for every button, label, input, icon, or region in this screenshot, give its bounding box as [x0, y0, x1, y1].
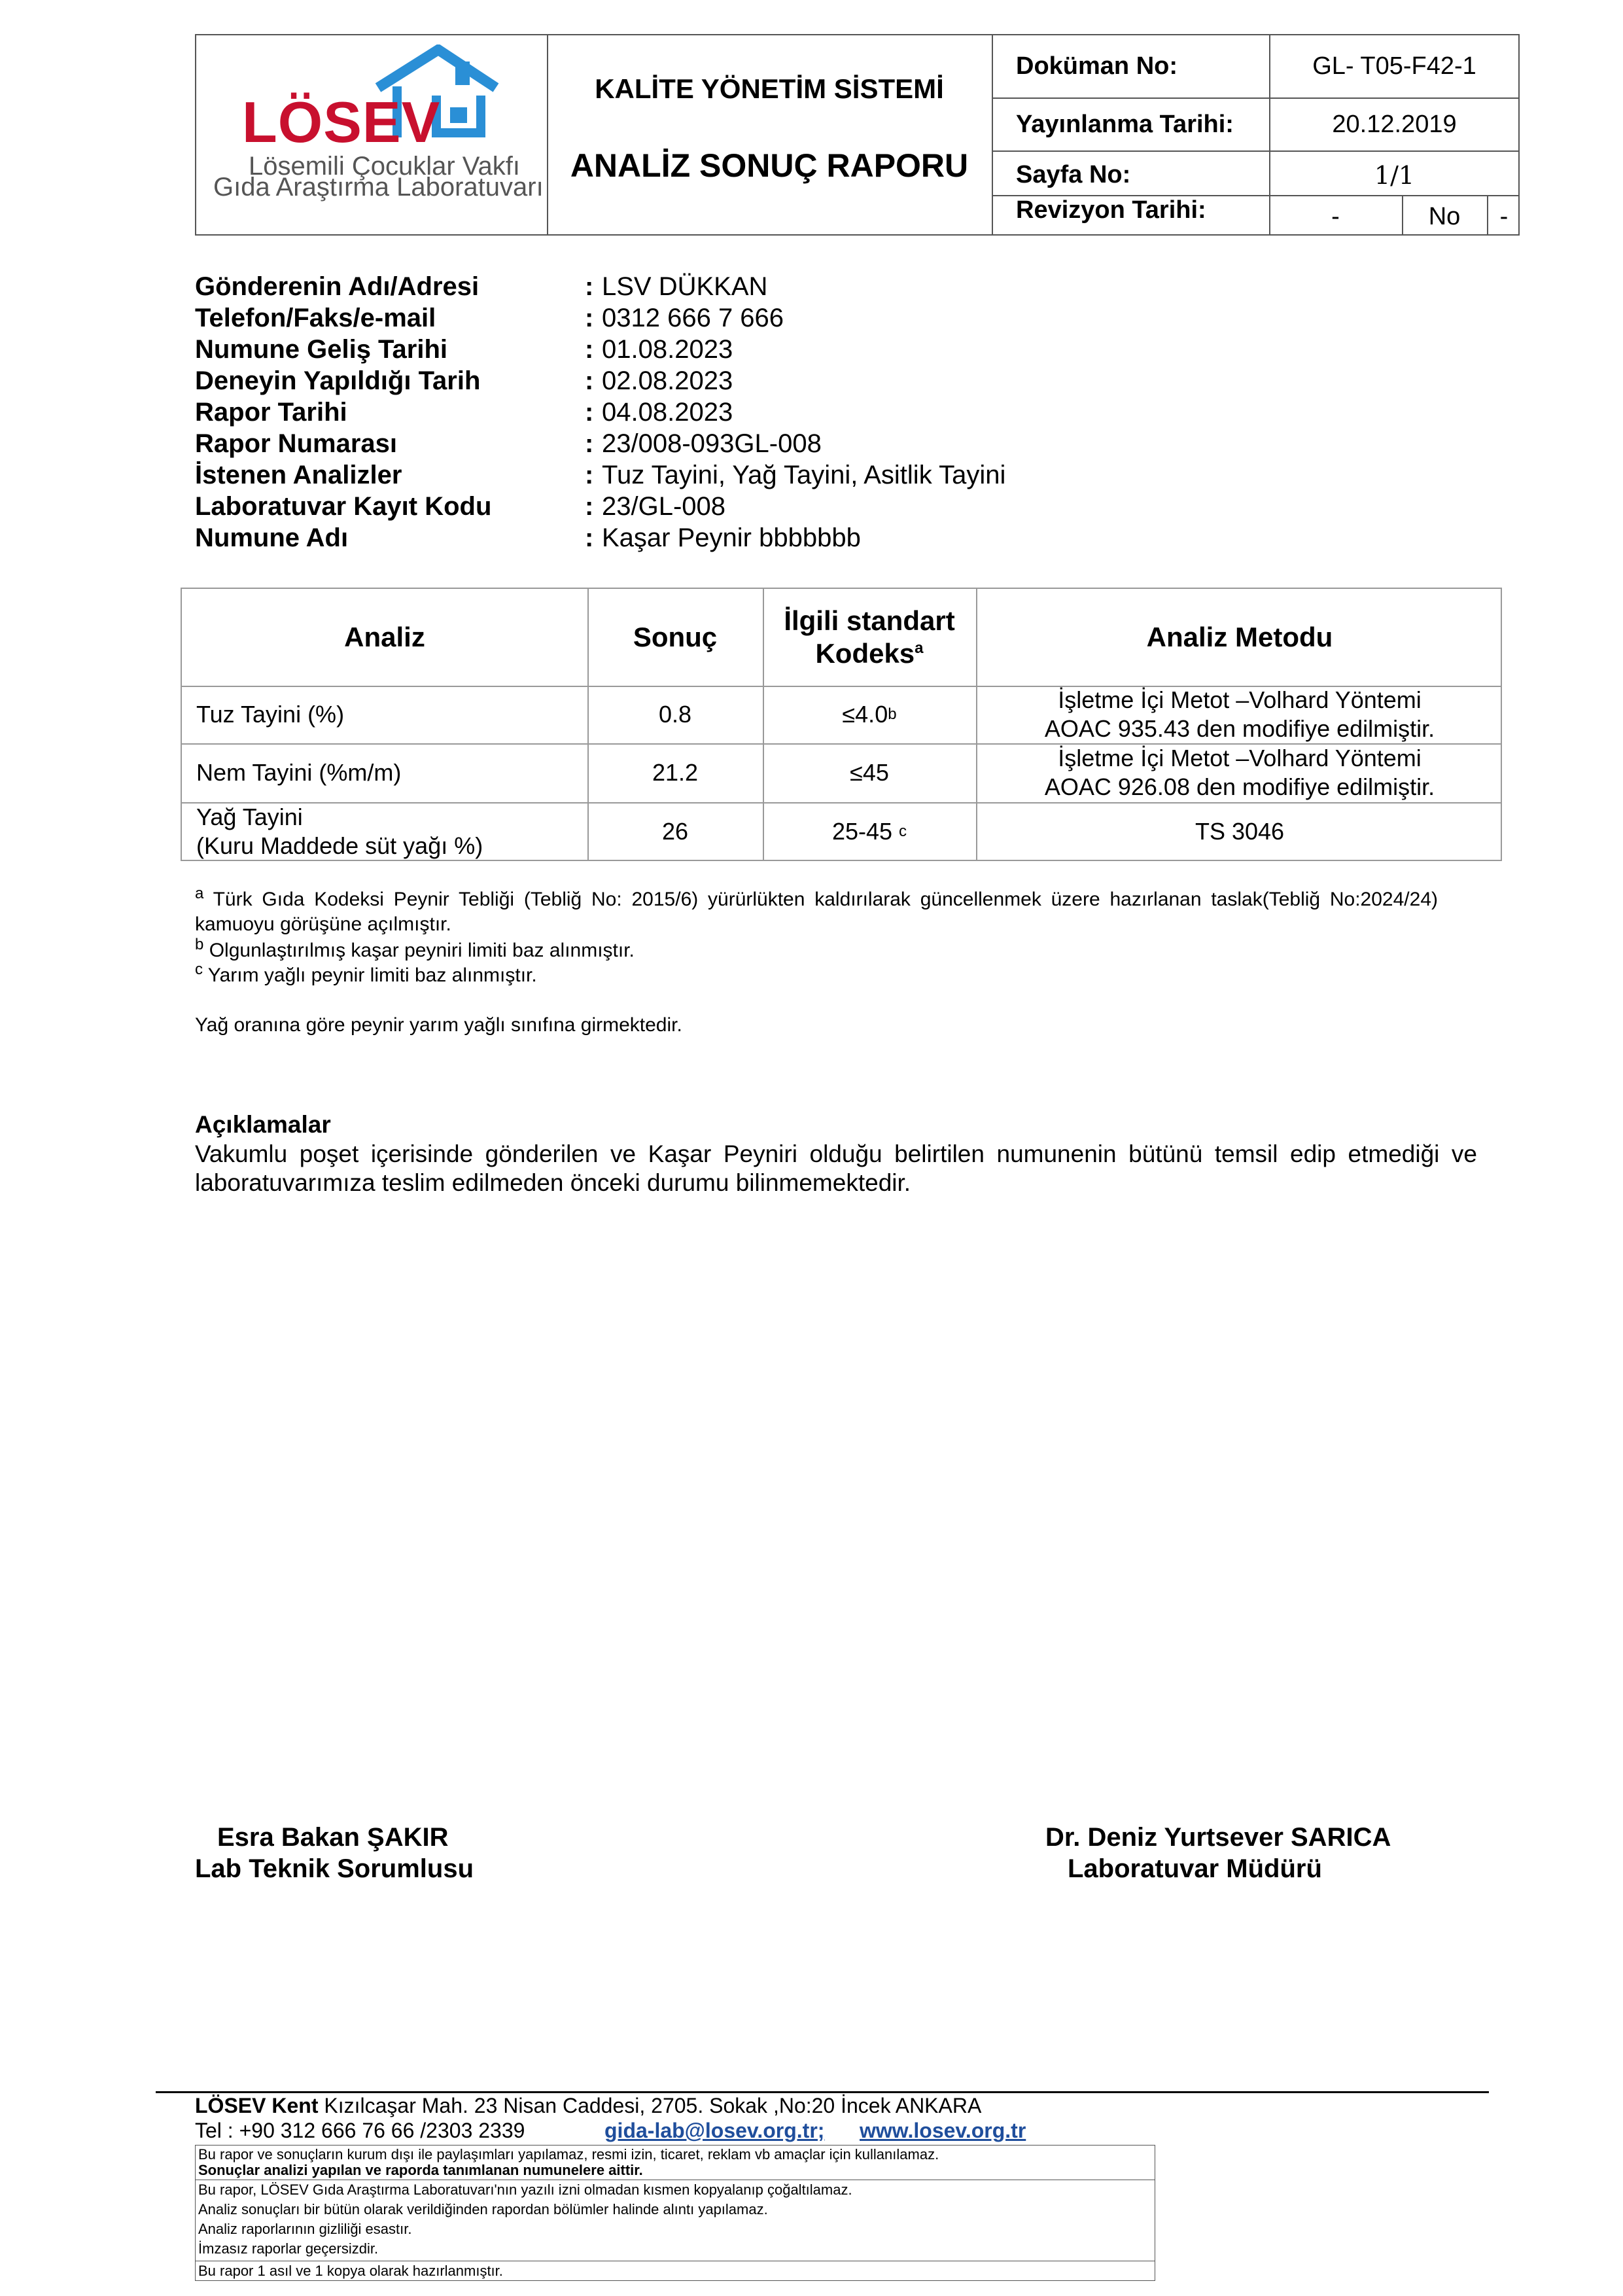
col-header-metod: Analiz Metodu [1146, 622, 1333, 652]
info-value: 23/008-093GL-008 [602, 429, 822, 458]
signer-right-title: Laboratuvar Müdürü [1068, 1854, 1322, 1883]
col-header-standart [763, 589, 976, 686]
table-cell-standart: ≤45 [850, 759, 889, 786]
revision-date-label: Revizyon Tarihi: [1016, 196, 1206, 224]
footer-address: LÖSEV Kent Kızılcaşar Mah. 23 Nisan Caddesi, 2705. Sokak ,No:20 İncek ANKARA [195, 2094, 982, 2117]
info-key: Laboratuvar Kayıt Kodu [195, 492, 492, 521]
revision-date-value: - [1331, 203, 1340, 230]
table-cell-sonuc: 0.8 [658, 701, 692, 728]
disclaimer-line: Bu rapor 1 asıl ve 1 kopya olarak hazırlanmıştır. [198, 2263, 503, 2279]
explanations-title: Açıklamalar [195, 1111, 331, 1138]
info-key: Numune Adı [195, 523, 349, 552]
info-value: 01.08.2023 [602, 335, 733, 364]
col-header-analiz: Analiz [344, 622, 425, 652]
metod-line-2: AOAC 926.08 den modifiye edilmiştir. [1044, 773, 1435, 800]
footer-web-link[interactable]: www.losev.org.tr [860, 2119, 1026, 2142]
signer-left-title: Lab Teknik Sorumlusu [195, 1854, 474, 1883]
logo-line-1: Lösemili Çocuklar Vakfı [249, 152, 520, 181]
info-key: Telefon/Faks/e-mail [195, 304, 436, 332]
info-value: 0312 666 7 666 [602, 304, 784, 332]
footnote-b: $^b$ Olgunlaştırılmış kaşar peyniri limiti baz alınmıştır. [195, 936, 635, 961]
logo-brand: LÖSEV [242, 90, 441, 154]
table-cell-standart: 25-45 c [831, 818, 907, 845]
logo-line-2: Gıda Araştırma Laboratuvarı [213, 173, 544, 202]
footnote-c: $^c$ Yarım yağlı peynir limiti baz alınmıştır. [195, 961, 537, 986]
info-key: Rapor Tarihi [195, 398, 347, 427]
footer-contact [195, 2119, 1026, 2143]
disclaimer-line: Analiz raporlarının gizliliği esastır. [198, 2221, 412, 2237]
analiz-line-2: (Kuru Maddede süt yağı %) [196, 832, 483, 859]
disclaimer-line: Analiz sonuçları bir bütün olarak verildiğinden rapordan bölümler halinde alıntı yapılamaz. [198, 2201, 768, 2217]
table-cell-analiz: Tuz Tayini (%) [196, 701, 345, 728]
table-cell-metod: TS 3046 [1195, 818, 1285, 845]
document-header [195, 34, 1520, 236]
disclaimer-line: Bu rapor ve sonuçların kurum dışı ile paylaşımları yapılamaz, resmi izin, ticaret, reklam vb amaçlar için kullanılamaz. [198, 2146, 939, 2163]
disclaimer-line: Sonuçlar analizi yapılan ve raporda tanımlanan numunelere aittir. [198, 2162, 643, 2178]
table-cell-analiz [196, 802, 587, 861]
table-cell-metod [976, 743, 1503, 802]
footer-tel: Tel : +90 312 666 76 66 /2303 2339 [195, 2119, 525, 2142]
info-key: Deneyin Yapıldığı Tarih [195, 366, 481, 395]
metod-line-2: AOAC 935.43 den modifiye edilmiştir. [1044, 715, 1435, 742]
disclaimer-line: Bu rapor, LÖSEV Gıda Araştırma Laboratuvarı'nın yazılı izni olmadan kısmen kopyalanıp çoğaltılamaz. [198, 2181, 852, 2198]
info-value: 02.08.2023 [602, 366, 733, 395]
page-no-label: Sayfa No: [1016, 161, 1131, 188]
table-cell-sonuc: 21.2 [652, 759, 699, 786]
publish-date-value: 20.12.2019 [1332, 111, 1457, 138]
table-cell-standart: ≤4.0 b [842, 701, 897, 728]
table-cell-analiz: Nem Tayini (%m/m) [196, 759, 402, 786]
page-no-value: 1/1 [1374, 161, 1415, 190]
footnote-a: $^a$ Türk Gıda Kodeksi Peynir Tebliği (Tebliğ No: 2015/6) yürürlükten kaldırılarak güncellenmek üzere hazırlanan taslak(Tebliğ No:2024/24) kamuoyu görüşüne açılmıştır. [195, 885, 1438, 935]
standart-header-line-1: İlgili standart [784, 605, 955, 636]
analiz-line-1: Yağ Tayini [196, 804, 303, 830]
info-value: 04.08.2023 [602, 398, 733, 427]
signer-left-name: Esra Bakan ŞAKIR [217, 1823, 449, 1852]
info-value: Kaşar Peynir bbbbbbb [602, 523, 861, 552]
doc-no-value: GL- T05-F42-1 [1312, 52, 1476, 80]
info-key: Gönderenin Adı/Adresi [195, 272, 480, 301]
table-cell-metod [976, 686, 1503, 743]
explanations-text: Vakumlu poşet içerisinde gönderilen ve Kaşar Peyniri olduğu belirtilen numunenin bütünü temsil edip etmediği ve laboratuvarımıza teslim edilmeden önceki durumu bilinmemektedir. [195, 1140, 1477, 1196]
footer-disclaimer-box [195, 2145, 1155, 2281]
fat-class-conclusion: Yağ oranına göre peynir yarım yağlı sınıfına girmektedir. [195, 1014, 682, 1036]
disclaimer-line: İmzasız raporlar geçersizdir. [198, 2240, 379, 2257]
system-title: KALİTE YÖNETİM SİSTEMİ [595, 73, 944, 104]
info-value: Tuz Tayini, Yağ Tayini, Asitlik Tayini [602, 461, 1006, 489]
col-header-sonuc: Sonuç [633, 622, 718, 652]
info-key: Rapor Numarası [195, 429, 397, 458]
standart-header-line-2: Kodeks$^a$ [815, 638, 924, 669]
info-key: İstenen Analizler [195, 461, 402, 489]
results-table [181, 588, 1502, 861]
footer-divider [156, 2091, 1489, 2093]
revision-no-label: No [1428, 203, 1461, 230]
footer-email-link[interactable]: gida-lab@losev.org.tr; [604, 2119, 825, 2142]
metod-line-1: İşletme İçi Metot –Volhard Yöntemi [1058, 686, 1422, 713]
info-key: Numune Geliş Tarihi [195, 335, 447, 364]
info-value: LSV DÜKKAN [602, 272, 768, 301]
table-cell-sonuc: 26 [661, 818, 689, 845]
doc-no-label: Doküman No: [1016, 52, 1178, 80]
metod-line-1: İşletme İçi Metot –Volhard Yöntemi [1058, 745, 1422, 771]
publish-date-label: Yayınlanma Tarihi: [1016, 111, 1234, 138]
revision-no-value: - [1499, 203, 1509, 230]
report-title: ANALİZ SONUÇ RAPORU [570, 147, 969, 184]
info-value: 23/GL-008 [602, 492, 726, 521]
signer-right-name: Dr. Deniz Yurtsever SARICA [1045, 1823, 1391, 1852]
